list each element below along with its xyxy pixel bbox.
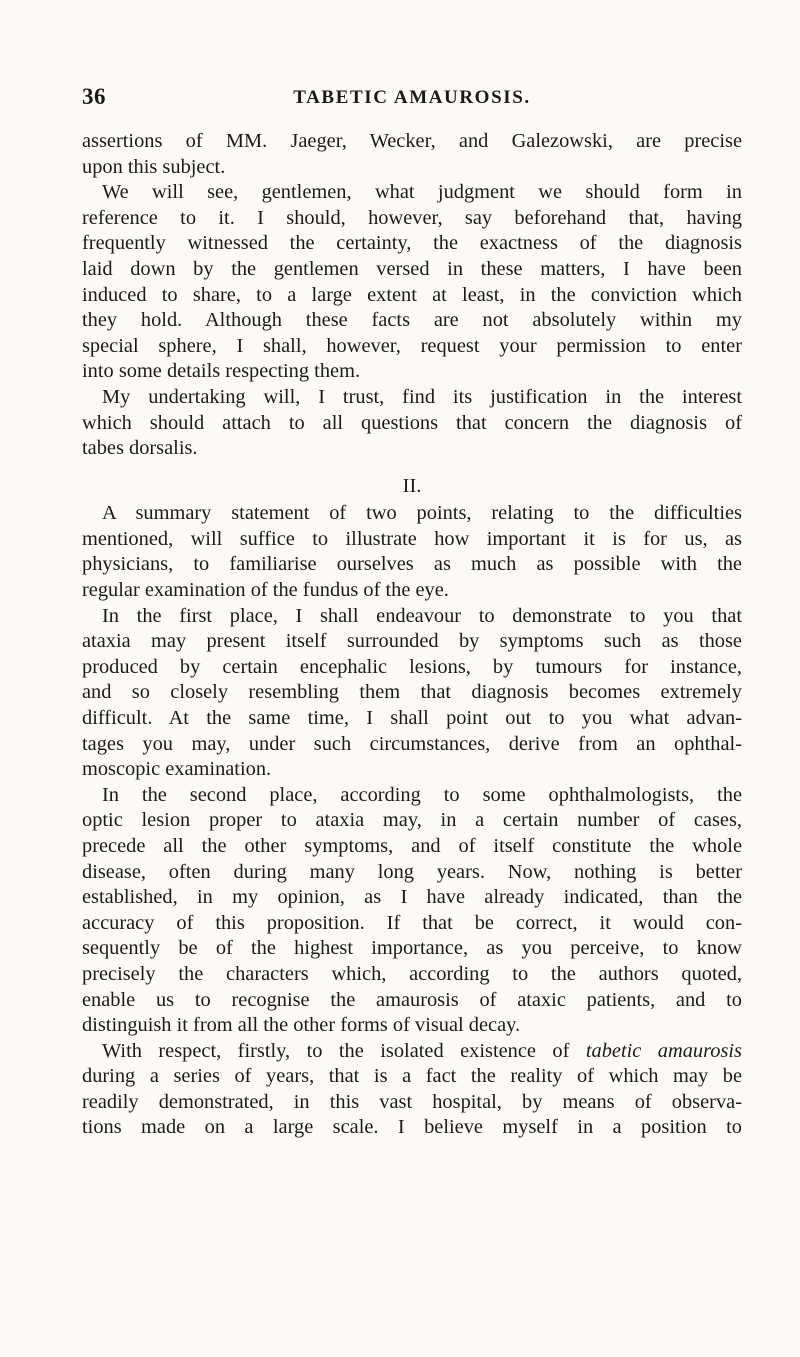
running-title: TABETIC AMAUROSIS. xyxy=(293,87,531,108)
text-line: mentioned, will suffice to illustrate how important it is for us, as xyxy=(82,527,742,550)
text-segment: With respect, firstly, to the isolated existence of xyxy=(102,1039,570,1062)
text-line: regular examination of the fundus of the eye. xyxy=(82,579,449,601)
page-number: 36 xyxy=(82,84,106,109)
text-line: difficult. At the same time, I shall point out to you what advan- xyxy=(82,706,742,729)
text-line: precisely the characters which, according to the authors quoted, xyxy=(82,962,742,985)
text-line: physicians, to familiarise ourselves as much as possible with the xyxy=(82,553,742,576)
text-line: upon this subject. xyxy=(82,155,226,178)
text-line: A summary statement of two points, relating to the difficulties xyxy=(102,502,742,525)
page-header xyxy=(82,84,742,118)
text-line: which should attach to all questions that concern the diagnosis of xyxy=(82,411,742,434)
text-line: induced to share, to a large extent at least, in the conviction which xyxy=(82,283,742,306)
text-line: My undertaking will, I trust, find its justification in the interest xyxy=(102,385,742,408)
text-line: readily demonstrated, in this vast hospital, by means of observa- xyxy=(82,1090,742,1113)
text-line: established, in my opinion, as I have already indicated, than the xyxy=(82,886,742,909)
text-line: tions made on a large scale. I believe myself in a position to xyxy=(82,1116,742,1139)
text-line: optic lesion proper to ataxia may, in a certain number of cases, xyxy=(82,809,742,832)
text-line: We will see, gentlemen, what judgment we should form in xyxy=(102,181,742,204)
text-line: ataxia may present itself surrounded by symptoms such as those xyxy=(82,630,742,653)
text-line: reference to it. I should, however, say beforehand that, having xyxy=(82,206,742,229)
body-text xyxy=(82,129,742,1141)
text-line: enable us to recognise the amaurosis of ataxic patients, and to xyxy=(82,988,742,1011)
section-heading: II. xyxy=(402,474,422,497)
text-line: tages you may, under such circumstances, derive from an ophthal- xyxy=(82,732,742,755)
text-line: during a series of years, that is a fact the reality of which may be xyxy=(82,1065,742,1088)
text-line: they hold. Although these facts are not absolutely within my xyxy=(82,309,742,332)
text-line: special sphere, I shall, however, request your permission to enter xyxy=(82,334,742,357)
text-line: distinguish it from all the other forms of visual decay. xyxy=(82,1014,521,1037)
text-line: precede all the other symptoms, and of itself constitute the whole xyxy=(82,834,742,857)
italic-term: tabetic amaurosis xyxy=(585,1039,742,1062)
text-line: disease, often during many long years. Now, nothing is better xyxy=(82,860,742,883)
text-line: frequently witnessed the certainty, the exactness of the diagnosis xyxy=(82,232,742,255)
text-line: into some details respecting them. xyxy=(82,360,361,383)
text-line: produced by certain encephalic lesions, by tumours for instance, xyxy=(82,655,742,678)
text-line: tabes dorsalis. xyxy=(82,437,198,460)
text-line: moscopic examination. xyxy=(82,758,272,781)
text-line: accuracy of this proposition. If that be correct, it would con- xyxy=(82,911,742,934)
text-line: sequently be of the highest importance, as you perceive, to know xyxy=(82,937,742,960)
text-line: In the second place, according to some ophthalmologists, the xyxy=(102,783,742,806)
text-line: and so closely resembling them that diagnosis becomes extremely xyxy=(82,681,742,704)
text-line xyxy=(82,1039,742,1065)
text-line: In the first place, I shall endeavour to demonstrate to you that xyxy=(102,604,742,627)
text-line: assertions of MM. Jaeger, Wecker, and Galezowski, are precise xyxy=(82,130,742,152)
text-line: laid down by the gentlemen versed in these matters, I have been xyxy=(82,257,742,280)
